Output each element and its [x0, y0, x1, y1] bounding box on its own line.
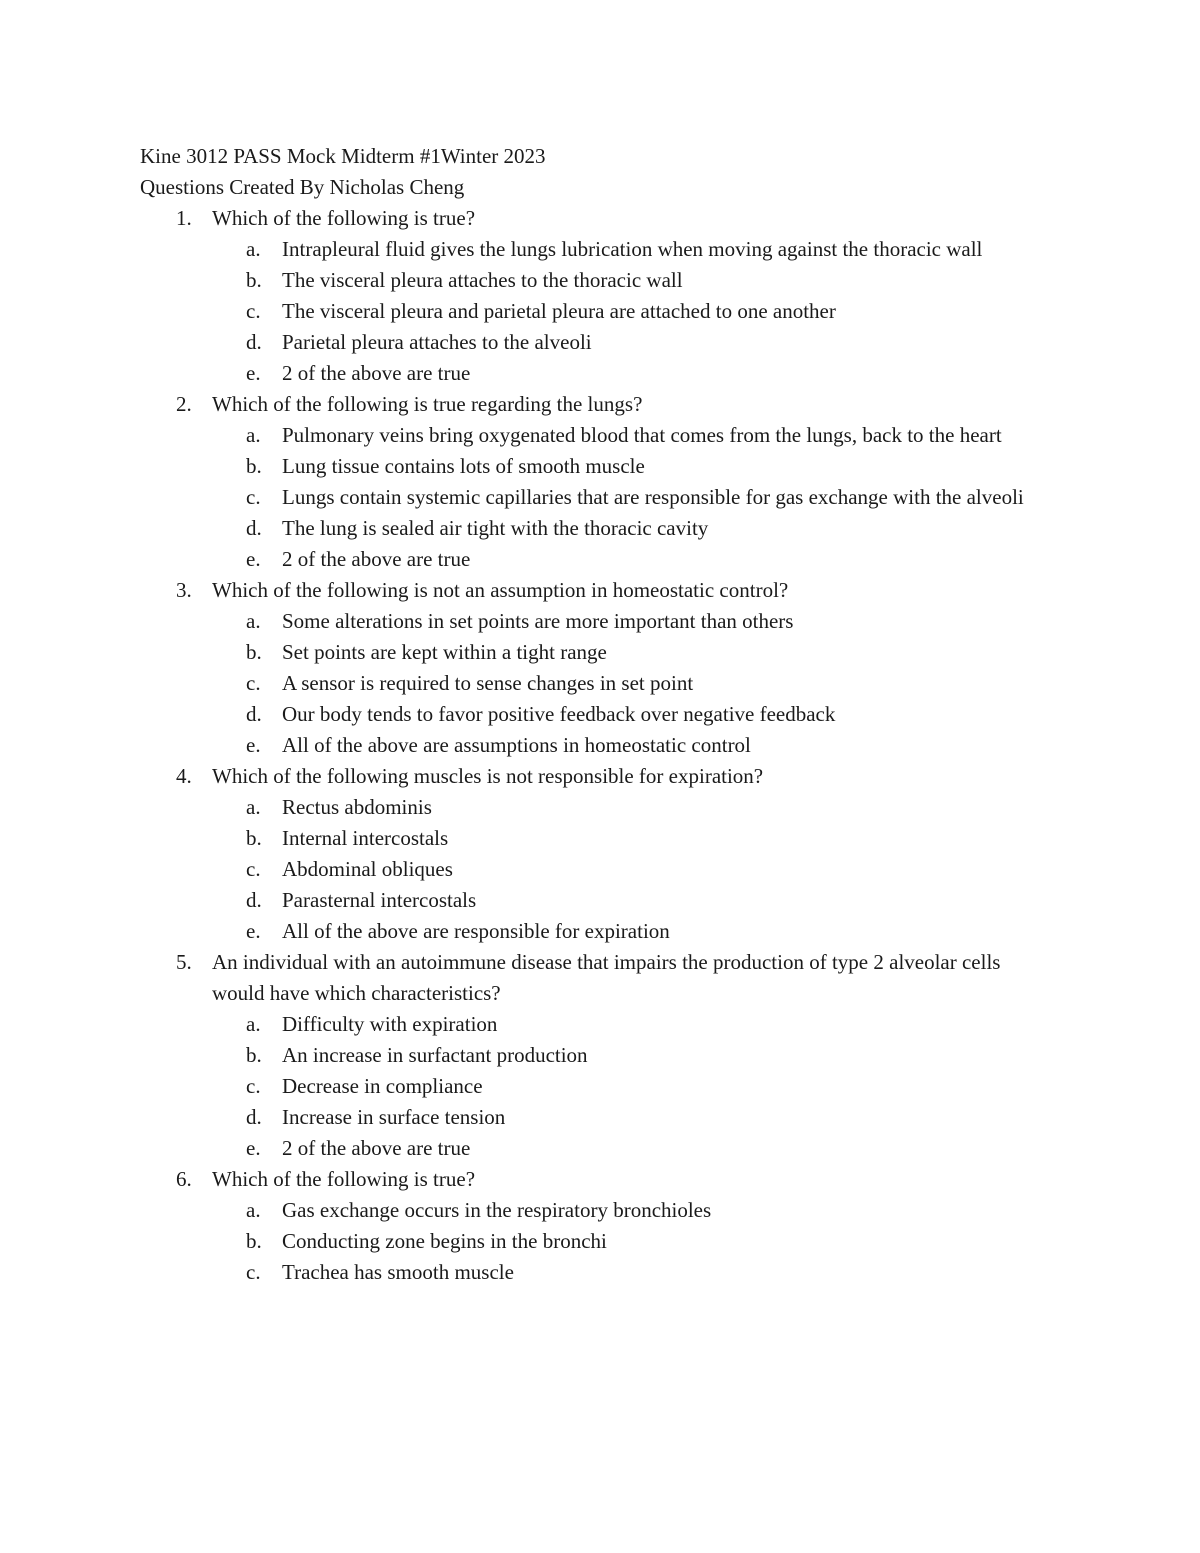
- option-label: c.: [246, 299, 261, 323]
- option-b: [212, 451, 1060, 482]
- option-label: c.: [246, 671, 261, 695]
- option-e: [212, 358, 1060, 389]
- option-a: [212, 1195, 1060, 1226]
- option-text: Some alterations in set points are more important than others: [282, 609, 794, 633]
- option-label: e.: [246, 1136, 261, 1160]
- option-text: A sensor is required to sense changes in set point: [282, 671, 694, 695]
- question-3: [140, 575, 1060, 761]
- question-5: [140, 947, 1060, 1164]
- option-text: 2 of the above are true: [282, 361, 471, 385]
- option-d: [212, 885, 1060, 916]
- option-text: Lung tissue contains lots of smooth muscle: [282, 454, 645, 478]
- option-label: a.: [246, 609, 261, 633]
- document-page: [140, 141, 1060, 1288]
- option-e: [212, 1133, 1060, 1164]
- option-d: [212, 699, 1060, 730]
- option-c: [212, 854, 1060, 885]
- option-text: The lung is sealed air tight with the thoracic cavity: [282, 516, 709, 540]
- option-c: [212, 668, 1060, 699]
- option-text: Decrease in compliance: [282, 1074, 483, 1098]
- option-label: e.: [246, 361, 261, 385]
- option-label: b.: [246, 1229, 262, 1253]
- option-text: 2 of the above are true: [282, 1136, 471, 1160]
- option-d: [212, 513, 1060, 544]
- option-b: [212, 1226, 1060, 1257]
- option-label: b.: [246, 454, 262, 478]
- option-text: All of the above are responsible for expiration: [282, 919, 670, 943]
- document-title: Kine 3012 PASS Mock Midterm #1Winter 2023: [140, 144, 546, 168]
- option-c: [212, 1071, 1060, 1102]
- option-text: Intrapleural fluid gives the lungs lubrication when moving against the thoracic wall: [282, 237, 983, 261]
- option-text: Lungs contain systemic capillaries that are responsible for gas exchange with the alveoli: [282, 485, 1024, 509]
- option-text: The visceral pleura and parietal pleura are attached to one another: [282, 299, 836, 323]
- option-label: d.: [246, 888, 262, 912]
- option-e: [212, 730, 1060, 761]
- option-list: [212, 792, 1060, 947]
- option-d: [212, 327, 1060, 358]
- option-text: Rectus abdominis: [282, 795, 432, 819]
- option-list: [212, 234, 1060, 389]
- question-number: 6.: [176, 1167, 192, 1191]
- option-e: [212, 916, 1060, 947]
- option-text: Gas exchange occurs in the respiratory bronchioles: [282, 1198, 712, 1222]
- option-label: e.: [246, 733, 261, 757]
- question-text: Which of the following is true regarding the lungs?: [212, 392, 643, 416]
- question-text: An individual with an autoimmune disease that impairs the production of type 2 alveolar cells would have which characteristics?: [212, 950, 1001, 1005]
- option-label: b.: [246, 826, 262, 850]
- option-text: All of the above are assumptions in homeostatic control: [282, 733, 751, 757]
- option-b: [212, 637, 1060, 668]
- question-number: 5.: [176, 950, 192, 974]
- option-b: [212, 1040, 1060, 1071]
- option-label: d.: [246, 1105, 262, 1129]
- option-label: e.: [246, 919, 261, 943]
- option-text: An increase in surfactant production: [282, 1043, 588, 1067]
- option-a: [212, 420, 1060, 451]
- option-c: [212, 482, 1060, 513]
- question-number: 3.: [176, 578, 192, 602]
- option-label: d.: [246, 702, 262, 726]
- option-text: 2 of the above are true: [282, 547, 471, 571]
- option-a: [212, 606, 1060, 637]
- option-list: [212, 1009, 1060, 1164]
- option-label: a.: [246, 1012, 261, 1036]
- option-label: a.: [246, 237, 261, 261]
- option-d: [212, 1102, 1060, 1133]
- option-label: b.: [246, 640, 262, 664]
- option-text: Internal intercostals: [282, 826, 449, 850]
- question-text: Which of the following is true?: [212, 206, 476, 230]
- option-text: Our body tends to favor positive feedback over negative feedback: [282, 702, 836, 726]
- option-text: The visceral pleura attaches to the thoracic wall: [282, 268, 683, 292]
- option-text: Pulmonary veins bring oxygenated blood that comes from the lungs, back to the heart: [282, 423, 1002, 447]
- question-number: 4.: [176, 764, 192, 788]
- option-c: [212, 1257, 1060, 1288]
- option-text: Abdominal obliques: [282, 857, 453, 881]
- option-text: Conducting zone begins in the bronchi: [282, 1229, 607, 1253]
- option-list: [212, 606, 1060, 761]
- option-e: [212, 544, 1060, 575]
- question-number: 2.: [176, 392, 192, 416]
- question-2: [140, 389, 1060, 575]
- option-label: a.: [246, 423, 261, 447]
- option-label: c.: [246, 1074, 261, 1098]
- option-label: b.: [246, 268, 262, 292]
- option-a: [212, 792, 1060, 823]
- option-a: [212, 234, 1060, 265]
- question-text: Which of the following is not an assumption in homeostatic control?: [212, 578, 789, 602]
- option-list: [212, 1195, 1060, 1288]
- option-b: [212, 823, 1060, 854]
- question-number: 1.: [176, 206, 192, 230]
- option-a: [212, 1009, 1060, 1040]
- option-label: c.: [246, 485, 261, 509]
- option-label: c.: [246, 857, 261, 881]
- option-list: [212, 420, 1060, 575]
- option-c: [212, 296, 1060, 327]
- option-label: e.: [246, 547, 261, 571]
- question-list: [140, 203, 1060, 1288]
- document-subtitle: Questions Created By Nicholas Cheng: [140, 175, 465, 199]
- question-1: [140, 203, 1060, 389]
- option-label: d.: [246, 330, 262, 354]
- option-label: b.: [246, 1043, 262, 1067]
- question-6: [140, 1164, 1060, 1288]
- option-label: a.: [246, 1198, 261, 1222]
- option-text: Parietal pleura attaches to the alveoli: [282, 330, 592, 354]
- option-b: [212, 265, 1060, 296]
- option-label: d.: [246, 516, 262, 540]
- option-label: c.: [246, 1260, 261, 1284]
- option-label: a.: [246, 795, 261, 819]
- option-text: Trachea has smooth muscle: [282, 1260, 514, 1284]
- option-text: Increase in surface tension: [282, 1105, 506, 1129]
- option-text: Set points are kept within a tight range: [282, 640, 607, 664]
- question-text: Which of the following muscles is not responsible for expiration?: [212, 764, 764, 788]
- option-text: Difficulty with expiration: [282, 1012, 498, 1036]
- option-text: Parasternal intercostals: [282, 888, 477, 912]
- question-4: [140, 761, 1060, 947]
- question-text: Which of the following is true?: [212, 1167, 476, 1191]
